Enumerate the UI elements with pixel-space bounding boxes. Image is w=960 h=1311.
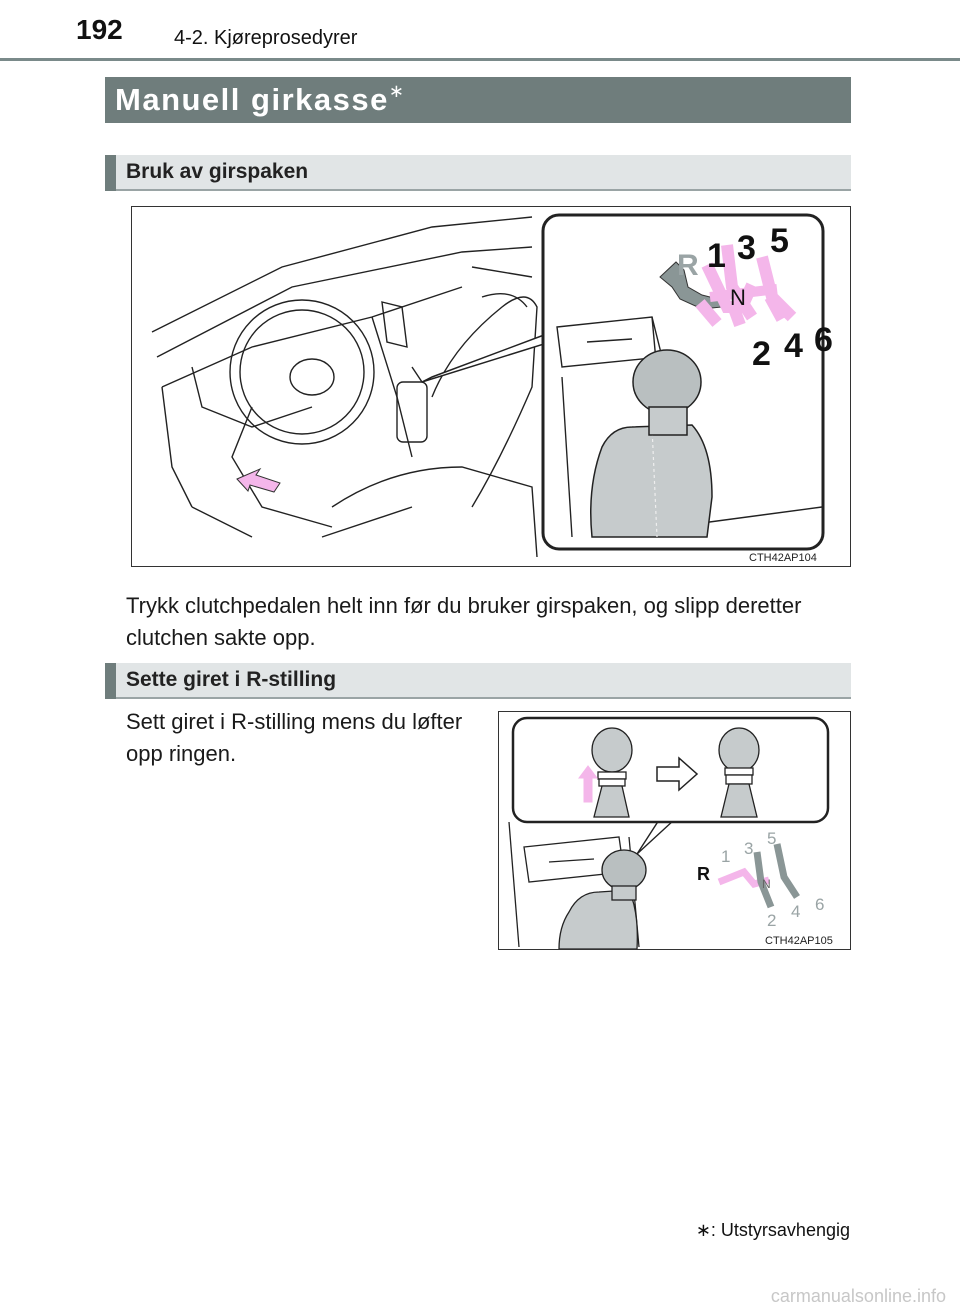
subheading-gear-lever-use: Bruk av girspaken [126,160,309,183]
callout-pointer-2 [637,820,674,854]
gear-label-6-2: 6 [815,895,825,914]
gear-label-4-2: 4 [791,902,801,921]
section-label: 4-2. Kjøreprosedyrer [174,27,358,49]
gear-label-3-2: 3 [744,839,754,858]
figure-gear-lever [131,206,851,567]
figure-code-1: CTH42AP104 [749,552,817,564]
page-title [115,82,405,118]
shift-knob-small [602,850,646,890]
subheading-reverse-position: Sette giret i R-stilling [126,668,337,691]
header-rule [0,58,960,61]
gear-label-5-2: 5 [767,829,777,848]
gear-label-2-1: 2 [752,335,771,373]
gear-label-r-1: R [677,249,699,282]
subheading-accent-1 [105,155,116,191]
figure-reverse-ring [498,711,851,950]
gear-label-6-1: 6 [814,321,833,359]
optional-equipment-marker: ∗ [388,80,406,101]
figure-code-2: CTH42AP105 [765,935,833,947]
subheading-accent-2 [105,663,116,699]
reverse-instruction-text: Sett giret i R-stilling mens du løfter opp ringen. [126,709,463,766]
shift-pattern-small [719,844,797,907]
footnote-optional-equipment: ∗: Utstyrsavhengig [695,1220,850,1240]
callout-pointer [422,335,544,382]
knob-after-lift [719,728,759,817]
gear-lever-illustration [132,207,850,566]
gear-label-1-1: 1 [707,237,726,275]
page-number: 192 [76,14,123,45]
page-title-text: Manuell girkasse [115,82,389,117]
knob-before-lift [592,728,632,817]
watermark: carmanualsonline.info [770,1286,946,1306]
reverse-ring-illustration [499,712,850,949]
clutch-instruction-text: Trykk clutchpedalen helt inn før du bruker girspaken, og slipp deretter clutchen sakte opp. [126,593,802,650]
shift-knob [633,350,701,414]
gear-label-5-1: 5 [770,222,789,260]
gear-label-n-2: N [762,877,771,891]
gear-label-4-1: 4 [784,327,803,365]
dashboard-drawing [152,217,537,557]
clutch-pedal-arrow [237,469,280,492]
gear-label-n-1: N [730,285,746,310]
gear-label-1-2: 1 [721,847,731,866]
gear-label-r-2: R [697,864,710,884]
gear-label-2-2: 2 [767,911,777,930]
shift-boot [591,425,712,537]
gear-label-3-1: 3 [737,229,756,267]
